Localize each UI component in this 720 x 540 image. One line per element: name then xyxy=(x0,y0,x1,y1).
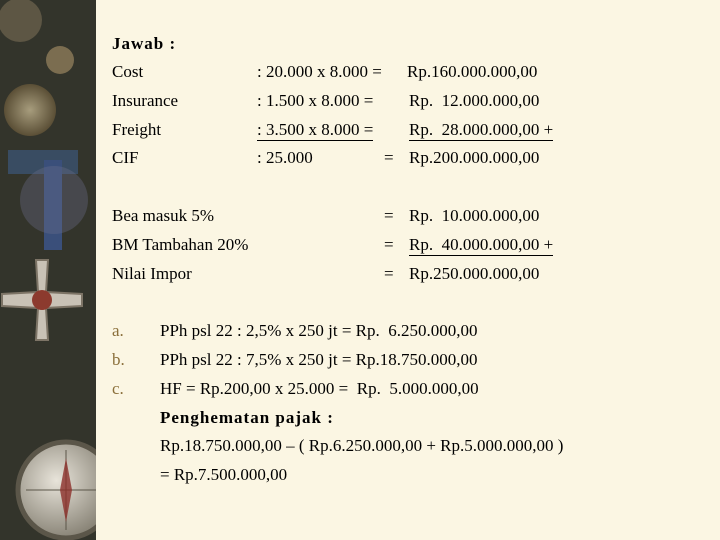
cif-label-cost: Cost xyxy=(112,62,144,81)
import-label-bea-masuk: Bea masuk 5% xyxy=(112,206,214,225)
import-label-bm-tambahan: BM Tambahan 20% xyxy=(112,235,249,254)
import-amount-bea-masuk: Rp. 10.000.000,00 xyxy=(409,206,540,225)
import-eq-bea-masuk: = xyxy=(384,206,394,225)
cif-calc-freight: : 3.500 x 8.000 = xyxy=(257,120,374,139)
list-item-a: PPh psl 22 : 2,5% x 250 jt = Rp. 6.250.000,00 xyxy=(160,321,478,340)
list-marker-b: b. xyxy=(112,350,125,369)
cif-amount-freight: Rp. 28.000.000,00 + xyxy=(409,120,554,139)
import-eq-bm-tambahan: = xyxy=(384,235,394,254)
list-item-c: HF = Rp.200,00 x 25.000 = Rp. 5.000.000,00 xyxy=(160,379,479,398)
medal-compass-illustration xyxy=(0,0,96,540)
import-label-nilai-impor: Nilai Impor xyxy=(112,264,192,283)
import-amount-bm-tambahan: Rp. 40.000.000,00 + xyxy=(409,235,554,254)
cif-label-insurance: Insurance xyxy=(112,91,179,110)
savings-title: Penghematan pajak : xyxy=(160,408,334,427)
list-item-b: PPh psl 22 : 7,5% x 250 jt = Rp.18.750.000,00 xyxy=(160,350,478,369)
decorative-photo-strip xyxy=(0,0,96,540)
savings-line-1: Rp.18.750.000,00 – ( Rp.6.250.000,00 + Rp.5.000.000,00 ) xyxy=(160,436,564,455)
cif-label-cif: CIF xyxy=(112,148,139,167)
cif-calc-cif: : 25.000 xyxy=(257,148,313,167)
cif-eq-cif: = xyxy=(384,148,394,167)
heading: Jawab : xyxy=(112,34,177,53)
savings-line-2: = Rp.7.500.000,00 xyxy=(160,465,288,484)
cif-amount-insurance: Rp. 12.000.000,00 xyxy=(409,91,540,110)
slide-content xyxy=(96,0,720,540)
import-eq-nilai-impor: = xyxy=(384,264,394,283)
cif-label-freight: Freight xyxy=(112,120,162,139)
list-marker-a: a. xyxy=(112,321,124,340)
list-marker-c: c. xyxy=(112,379,124,398)
cif-amount-cost: Rp.160.000.000,00 xyxy=(407,62,538,81)
cif-amount-cif: Rp.200.000.000,00 xyxy=(409,148,540,167)
cif-calc-cost: : 20.000 x 8.000 = xyxy=(257,62,382,81)
import-amount-nilai-impor: Rp.250.000.000,00 xyxy=(409,264,540,283)
cif-calc-insurance: : 1.500 x 8.000 = xyxy=(257,91,374,110)
